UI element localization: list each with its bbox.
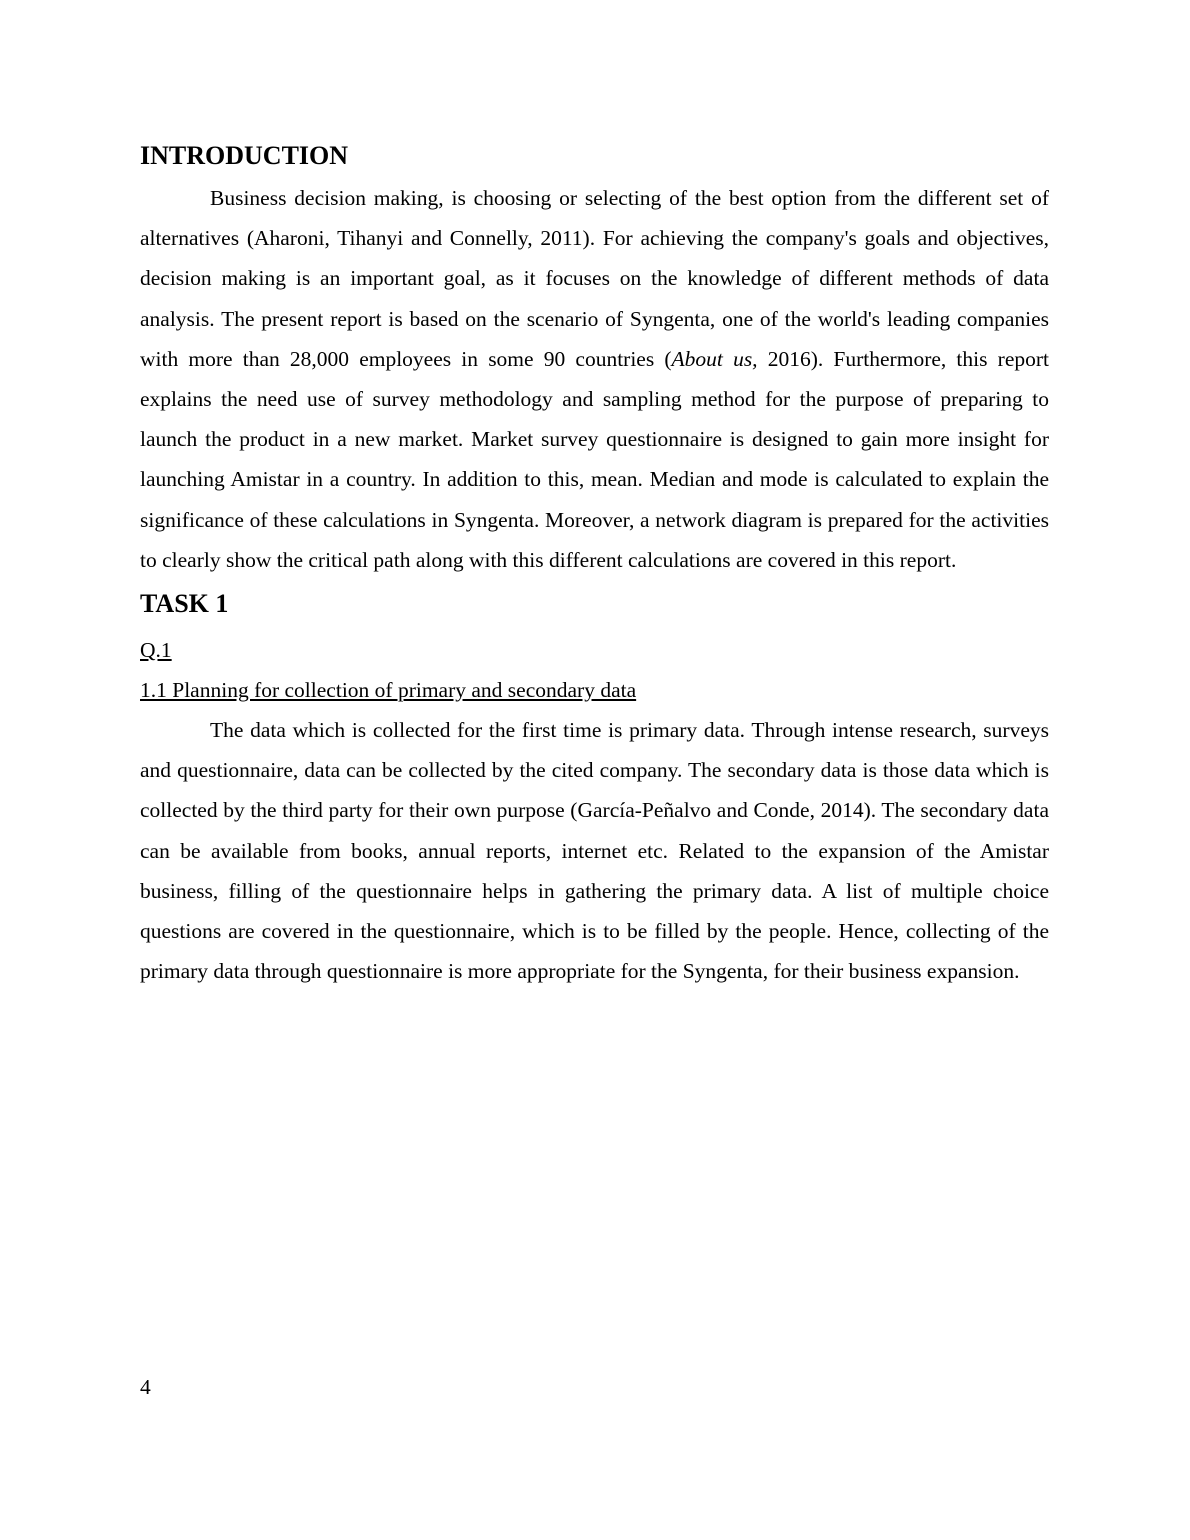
intro-paragraph [140,178,1049,580]
question-label: Q.1 [140,638,172,663]
task-heading: TASK 1 [140,589,229,619]
document-page [140,138,1049,991]
section-heading: 1.1 Planning for collection of primary and secondary data [140,678,637,703]
page-number: 4 [140,1375,151,1399]
introduction-heading: INTRODUCTION [140,141,349,170]
section-paragraph: The data which is collected for the first time is primary data. Through intense research, surveys and questionnaire, data can be collected by the cited company. The secondary data is those data which is collected by the third party for their own purpose (García-Peñalvo and Conde, 2014). The secondary data can be available from books, annual reports, internet etc. Related to the expansion of the Amistar business, filling of the questionnaire helps in gathering the primary data. A list of multiple choice questions are covered in the questionnaire, which is to be filled by the people. Hence, collecting of the primary data through questionnaire is more appropriate for the Syngenta, for their business expansion. [140,718,1049,984]
intro-text-part1: Business decision making, is choosing or selecting of the best option from the different set of alternatives (Aharoni, Tihanyi and Connelly, 2011). For achieving the company's goals and objectives, decision making is an important goal, as it focuses on the knowledge of different methods of data analysis. The present report is based on the scenario of Syngenta, one of the world's leading companies with more than 28,000 employees in some 90 countries ( [140,186,1049,371]
intro-citation-italic: About us, [671,346,758,371]
intro-text-part2: 2016). Furthermore, this report explains the need use of survey methodology and sampling method for the purpose of preparing to launch the product in a new market. Market survey questionnaire is designed to gain more insight for launching Amistar in a country. In addition to this, mean. Median and mode is calculated to explain the significance of these calculations in Syngenta. Moreover, a network diagram is prepared for the activities to clearly show the critical path along with this different calculations are covered in this report. [140,346,1049,572]
